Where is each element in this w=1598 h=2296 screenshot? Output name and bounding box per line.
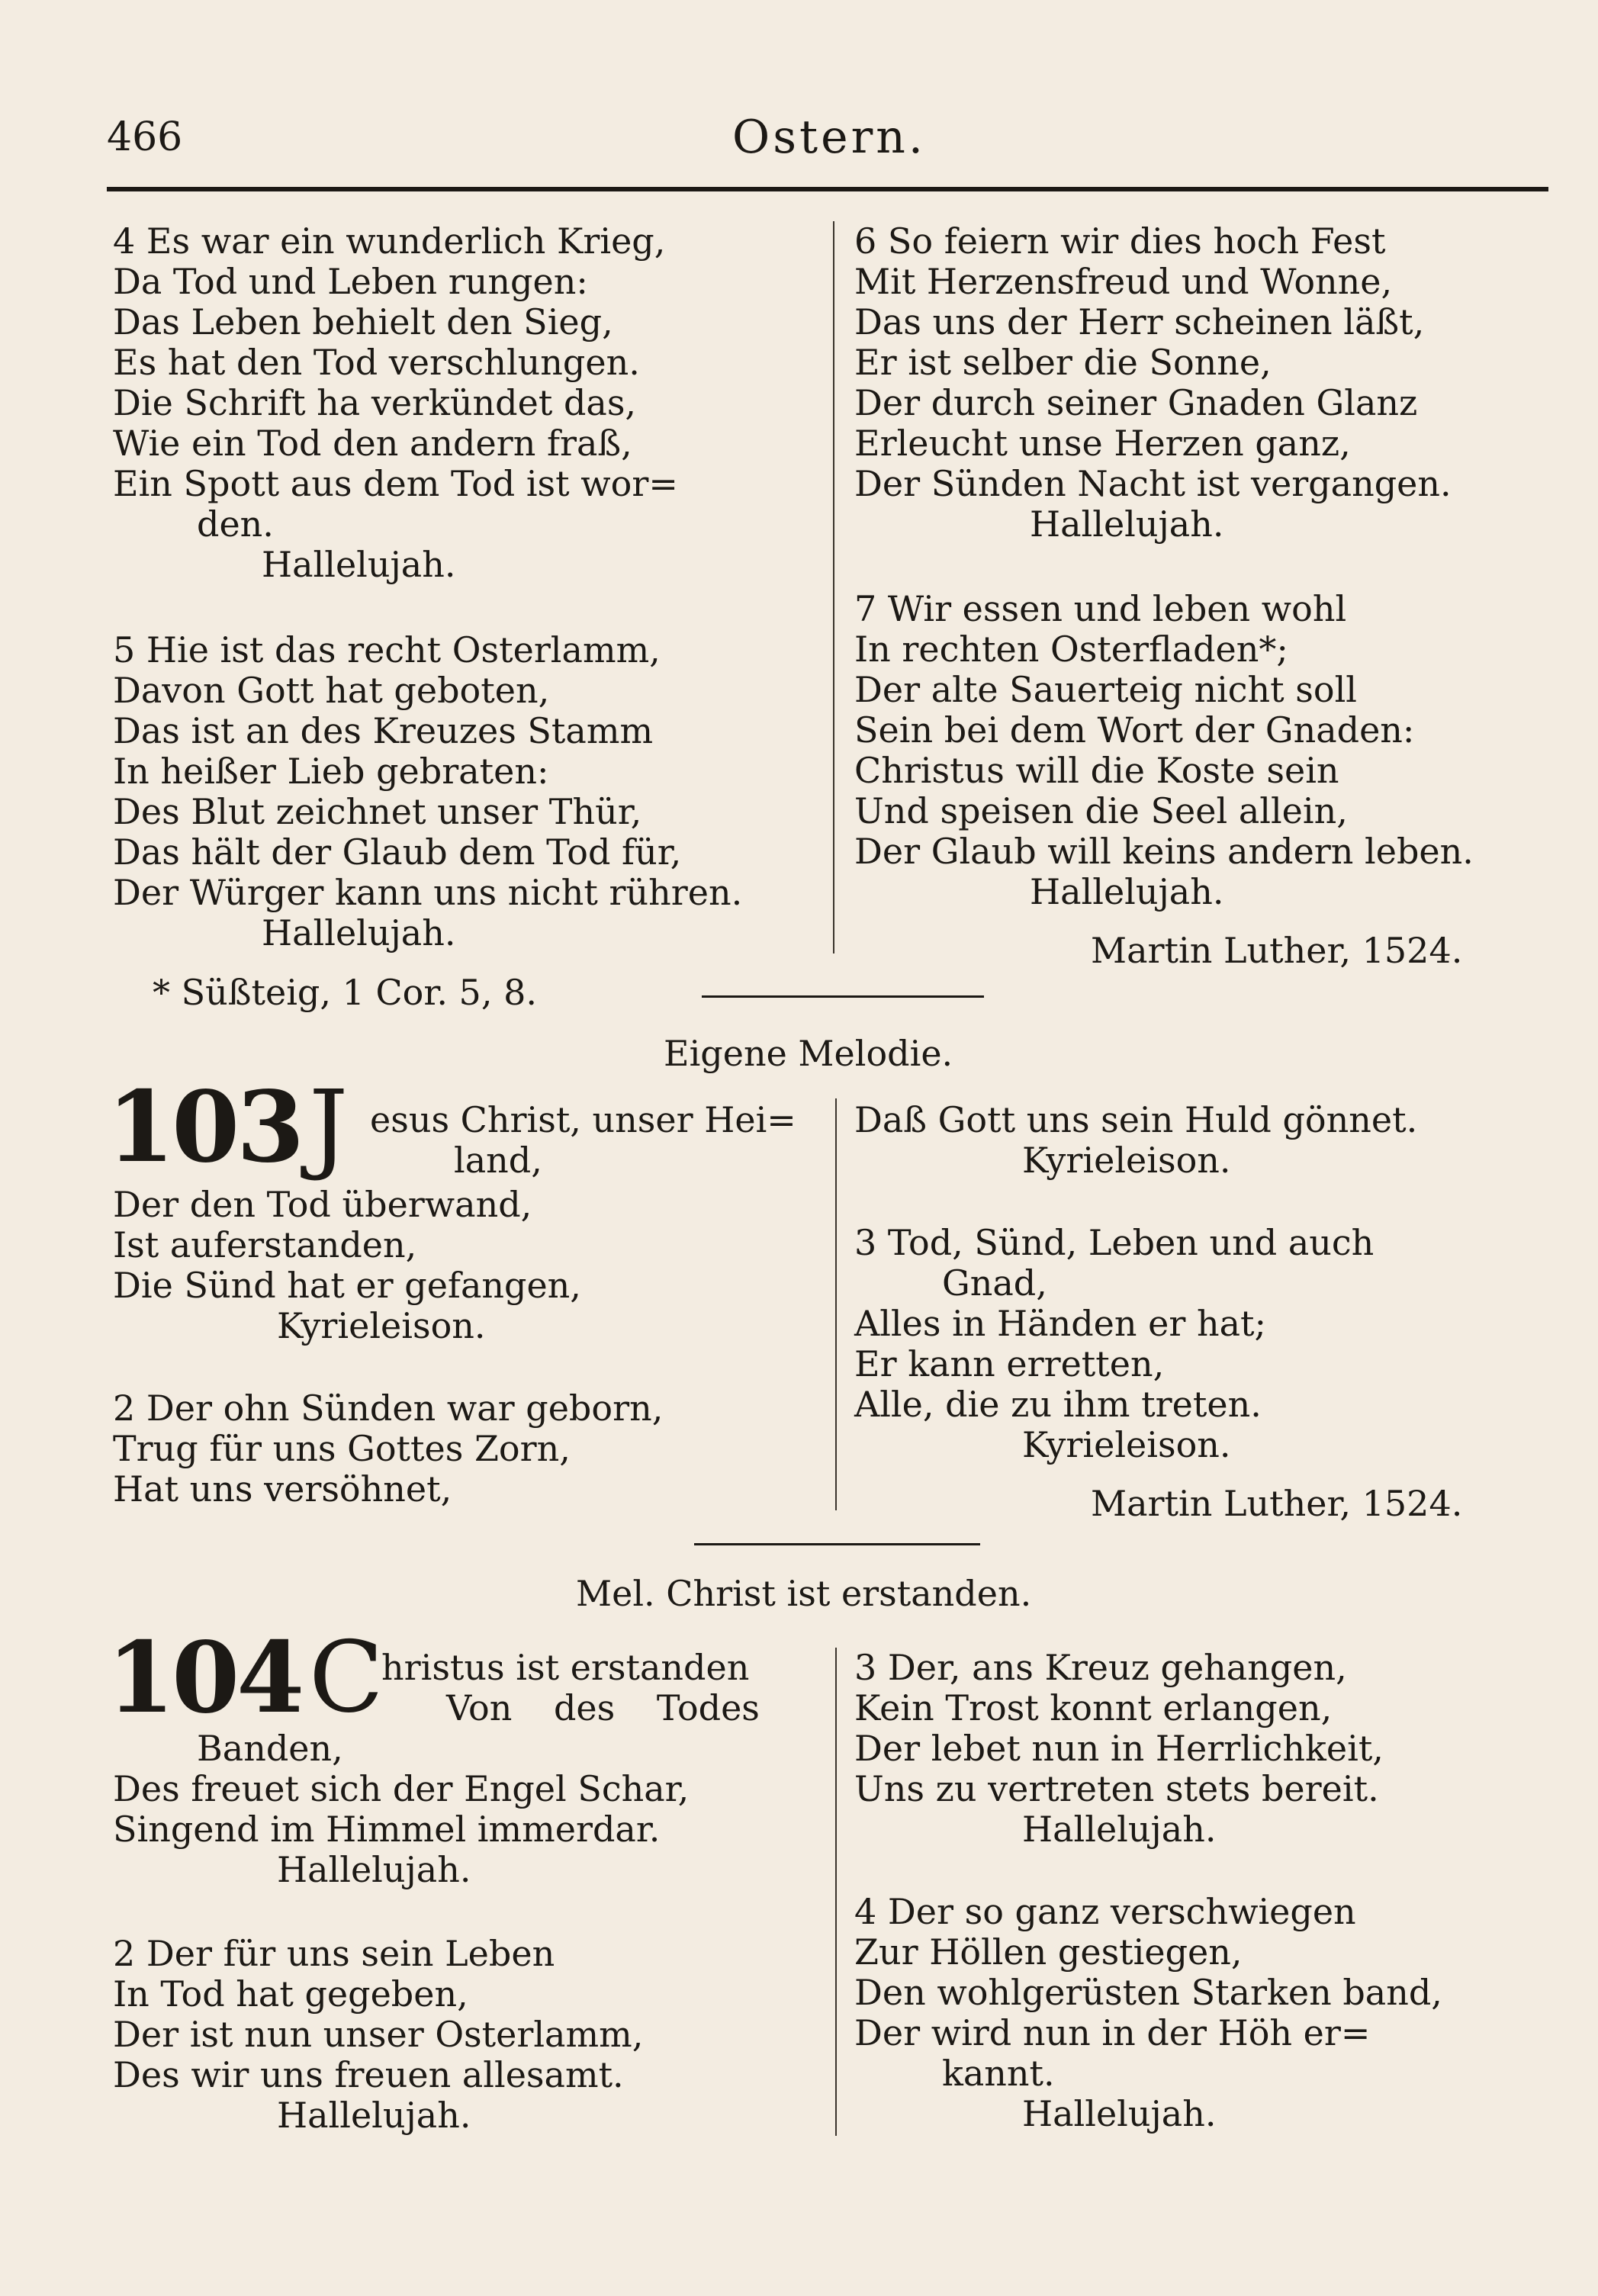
section-rule [694,1543,980,1545]
verse-line: Ist auferstanden, [113,1224,417,1265]
verse-line: Das hält der Glaub dem Tod für, [113,831,682,873]
hymn-103-verse-3 [854,1223,1374,1465]
refrain-line: Hallelujah. [1030,503,1224,545]
footnote-rule [702,995,984,998]
verse-line: Wie ein Tod den andern fraß, [113,423,632,464]
verse-line: Des freuet sich der Engel Schar, [113,1768,690,1809]
verse-line: Kein Trost konnt erlangen, [854,1687,1333,1728]
author-credit: Martin Luther, 1524. [1091,1483,1463,1524]
verse-line: Trug für uns Gottes Zorn, [113,1428,571,1469]
hymn-104-verse-2 [113,1934,643,2136]
hymn-first-line: esus Christ, unser Hei= [370,1099,796,1140]
column-divider [833,221,834,953]
verse-7 [854,589,1474,912]
verse-line: Das ist an des Kreuzes Stamm [113,710,654,751]
melody-heading: Mel. Christ ist erstanden. [576,1573,1032,1614]
verse-line: Zur Höllen gestiegen, [854,1931,1243,1973]
verse-line: Alle, die zu ihm treten. [854,1384,1262,1425]
verse-line: 5 Hie ist das recht Osterlamm, [113,629,661,670]
verse-line: Es hat den Tod verschlungen. [113,342,640,383]
hymn-103-verse-2 [113,1388,663,1510]
verse-line: Das uns der Herr scheinen läßt, [854,301,1425,342]
verse-line: Das Leben behielt den Sieg, [113,301,613,342]
refrain-line: Hallelujah. [1022,2093,1217,2134]
verse-line: Die Schrift ha verkündet das, [113,382,637,423]
verse-line: 7 Wir essen und leben wohl [854,588,1347,629]
hymn-second-line: Von des Todes [446,1687,760,1728]
column-divider [835,1648,837,2136]
refrain-line: Kyrieleison. [1022,1424,1231,1465]
verse-line: Alles in Händen er hat; [854,1303,1267,1344]
verse-line: Die Sünd hat er gefangen, [113,1265,581,1306]
verse-line: Der ist nun unser Osterlamm, [113,2014,644,2055]
header-rule [107,187,1548,191]
verse-line: Der wird nun in der Höh er= [854,2012,1371,2053]
verse-line: 3 Tod, Sünd, Leben und auch [854,1222,1375,1263]
verse-line: kannt. [942,2053,1055,2094]
hymn-104-verse-3 [854,1648,1384,1850]
hymn-103-verse-1 [113,1185,581,1346]
verse-line: In Tod hat gegeben, [113,1973,468,2015]
verse-line: Der den Tod überwand, [113,1184,532,1225]
page-title: Ostern. [732,111,926,164]
verse-line: Hat uns versöhnet, [113,1468,452,1510]
verse-line: Ein Spott aus dem Tod ist wor= [113,463,678,504]
verse-line: Gnad, [942,1262,1047,1304]
verse-line: Christus will die Koste sein [854,750,1339,791]
verse-line: Der lebet nun in Herrlichkeit, [854,1728,1384,1769]
verse-line: 6 So feiern wir dies hoch Fest [854,220,1386,262]
verse-line: Den wohlgerüsten Starken band, [854,1972,1442,2013]
verse-line: Banden, [197,1728,343,1769]
verse-line: 4 Der so ganz verschwiegen [854,1891,1356,1932]
verse-line: 3 Der, ans Kreuz gehangen, [854,1647,1347,1688]
verse-line: Daß Gott uns sein Huld gönnet. [854,1099,1418,1140]
refrain-line: Hallelujah. [1022,1809,1217,1850]
verse-line: Er kann erretten, [854,1343,1165,1384]
verse-line: Der alte Sauerteig nicht soll [854,669,1358,710]
hymn-104-verse-4 [854,1892,1442,2134]
verse-line: Der Glaub will keins andern leben. [854,831,1474,872]
verse-line: Erleucht unse Herzen ganz, [854,423,1351,464]
melody-heading: Eigene Melodie. [664,1033,953,1074]
refrain-line: Kyrieleison. [277,1305,486,1346]
verse-line: Des Blut zeichnet unser Thür, [113,791,642,832]
refrain-line: Kyrieleison. [1022,1140,1231,1181]
verse-line: 4 Es war ein wunderlich Krieg, [113,220,666,262]
verse-line: Und speisen die Seel allein, [854,790,1348,831]
refrain-line: Hallelujah. [277,2095,471,2136]
initial-letter: C [309,1621,384,1735]
author-credit: Martin Luther, 1524. [1091,930,1463,971]
hymn-104-verse-1 [113,1728,689,1890]
verse-line: In rechten Osterfladen*; [854,629,1288,670]
refrain-line: Hallelujah. [262,912,456,953]
refrain-line: Hallelujah. [277,1849,471,1890]
footnote: * Süßteig, 1 Cor. 5, 8. [153,972,537,1013]
verse-line: Mit Herzensfreud und Wonne, [854,261,1393,302]
refrain-line: Hallelujah. [1030,871,1224,912]
refrain-line: Hallelujah. [262,544,456,585]
verse-line: 2 Der für uns sein Leben [113,1933,555,1974]
verse-line: Der Sünden Nacht ist vergangen. [854,463,1452,504]
hymn-number: 104 [107,1621,302,1735]
verse-6 [854,221,1452,545]
page-number: 466 [107,114,183,160]
verse-line: Des wir uns freuen allesamt. [113,2054,624,2095]
verse-line: In heißer Lieb gebraten: [113,751,549,792]
verse-4 [113,221,678,585]
verse-5 [113,630,742,953]
hymn-first-line: hristus ist erstanden [381,1647,750,1688]
hymn-number: 103 [107,1070,302,1185]
verse-line: Der durch seiner Gnaden Glanz [854,382,1418,423]
verse-line: den. [197,503,274,545]
verse-line: Der Würger kann uns nicht rühren. [113,872,743,913]
hymn-103-verse-2-cont [854,1100,1417,1181]
column-divider [835,1098,837,1510]
verse-line: 2 Der ohn Sünden war geborn, [113,1388,664,1429]
hymn-first-line-cont: land, [454,1140,542,1181]
verse-line: Sein bei dem Wort der Gnaden: [854,709,1415,751]
verse-line: Singend im Himmel immerdar. [113,1809,661,1850]
initial-letter: J [309,1070,349,1184]
verse-line: Er ist selber die Sonne, [854,342,1272,383]
verse-line: Davon Gott hat geboten, [113,670,550,711]
verse-line: Uns zu vertreten stets bereit. [854,1768,1379,1809]
verse-line: Da Tod und Leben rungen: [113,261,588,302]
